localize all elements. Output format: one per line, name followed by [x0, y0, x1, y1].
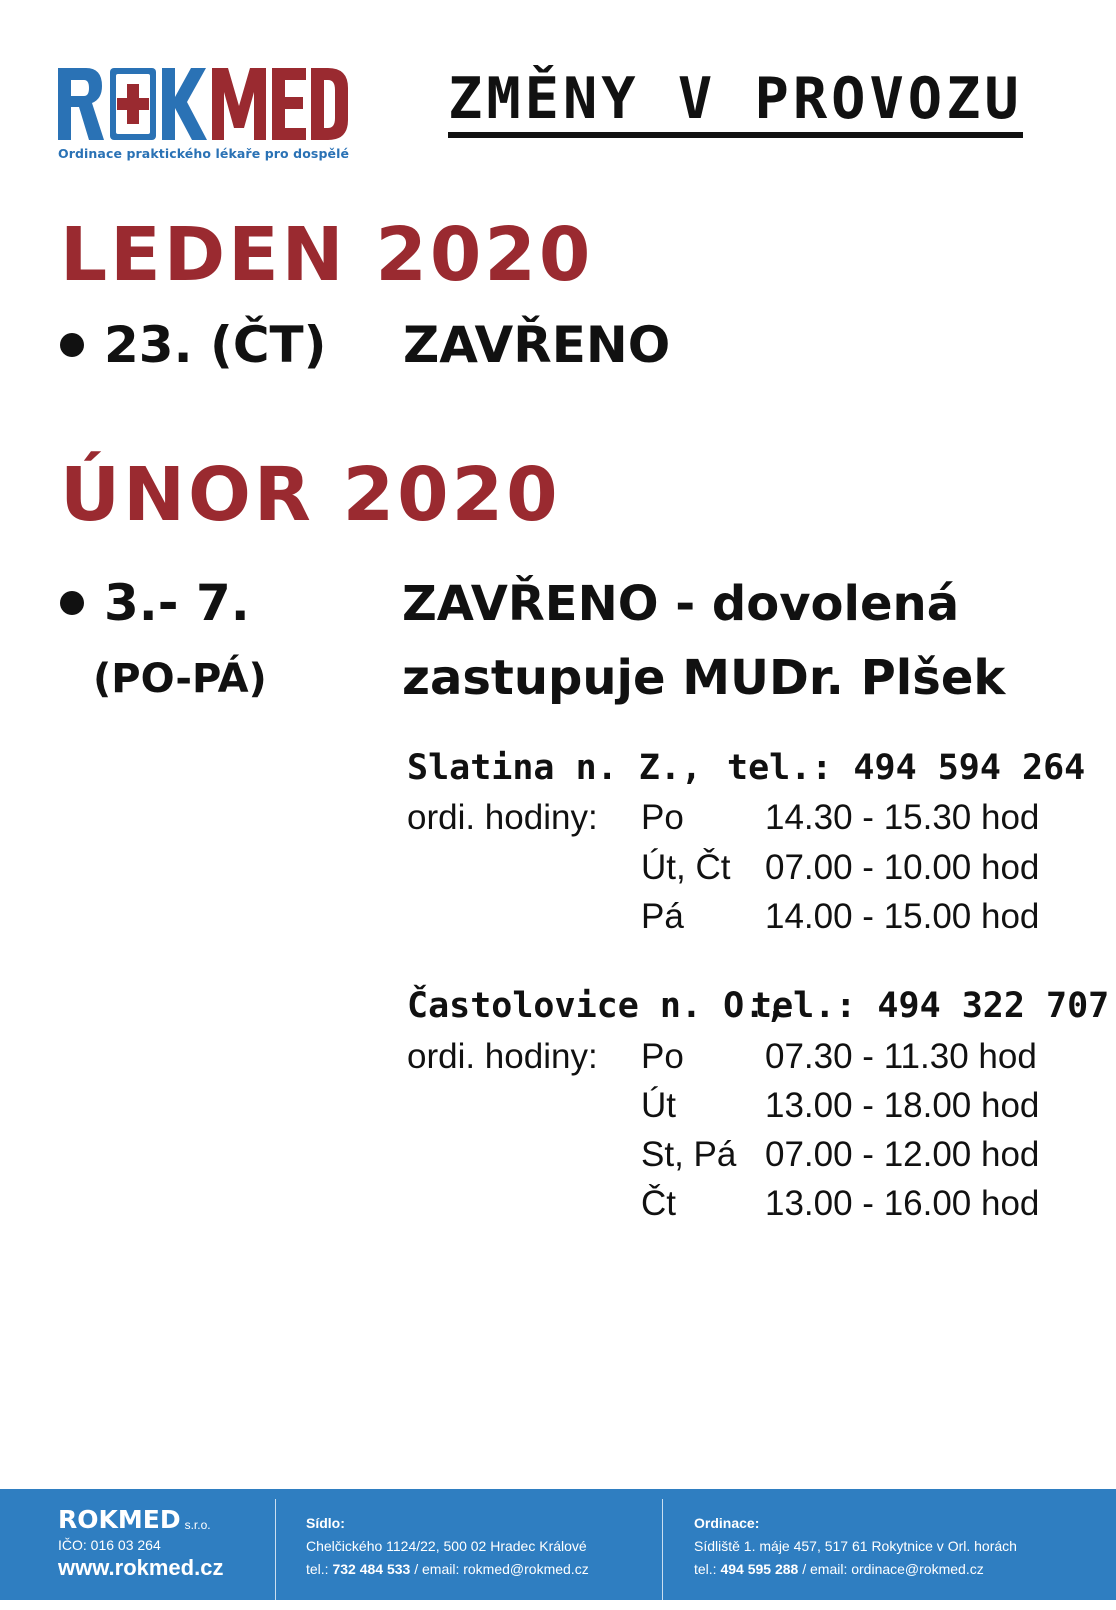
bullet-icon [60, 591, 84, 615]
hours-days: Út, Čt [641, 848, 731, 887]
footer-brand-suffix: s.r.o. [184, 1518, 211, 1532]
office-slatina-hours-label: ordi. hodiny: [407, 798, 598, 837]
hours-days: Čt [641, 1184, 676, 1223]
footer-seat-tel-prefix: tel.: [306, 1561, 329, 1577]
hours-time: 07.00 - 12.00 hod [765, 1135, 1040, 1174]
footer-seat-contact [306, 1558, 651, 1581]
month-heading-february: ÚNOR 2020 [60, 452, 561, 538]
office-slatina-name: Slatina n. Z., [407, 748, 703, 788]
bullet-icon [60, 333, 84, 357]
month-heading-january: LEDEN 2020 [60, 212, 594, 298]
hours-time: 13.00 - 16.00 hod [765, 1184, 1040, 1223]
february-entry-days: 3.- 7. [104, 574, 250, 632]
footer-seat-address: Chelčického 1124/22, 500 02 Hradec Králové [306, 1538, 587, 1554]
page-title: ZMĚNY V PROVOZU [448, 70, 1023, 138]
footer-seat [306, 1489, 651, 1600]
hours-time: 13.00 - 18.00 hod [765, 1086, 1040, 1125]
office-castolovice-phone: tel.: 494 322 707 [751, 986, 1110, 1026]
footer-office-tel-prefix: tel.: [694, 1561, 717, 1577]
hours-days: Pá [641, 897, 684, 936]
footer-office-phone: 494 595 288 [720, 1561, 799, 1577]
february-entry [60, 574, 250, 632]
footer-office-contact [694, 1558, 1104, 1581]
office-castolovice-name: Častolovice n. O., [407, 986, 787, 1026]
logo-wordmark [58, 66, 349, 140]
footer-brand [58, 1507, 268, 1532]
footer-bar [0, 1489, 1116, 1600]
footer-seat-email[interactable]: / email: rokmed@rokmed.cz [414, 1561, 589, 1577]
office-slatina-phone: tel.: 494 594 264 [727, 748, 1086, 788]
logo-wordmark-graphic [58, 68, 348, 140]
substitute-doctor-text: zastupuje MUDr. Plšek [402, 650, 1006, 706]
rokmed-logo [58, 66, 349, 161]
hours-time: 14.00 - 15.00 hod [765, 897, 1040, 936]
hours-days: St, Pá [641, 1135, 737, 1174]
february-entry-status: ZAVŘENO - dovolená [402, 576, 960, 632]
january-entry-status: ZAVŘENO [403, 316, 671, 374]
january-entry [60, 316, 327, 374]
hours-time: 07.30 - 11.30 hod [765, 1037, 1037, 1076]
footer-seat-label: Sídlo: [306, 1515, 345, 1531]
footer-office-address: Sídliště 1. máje 457, 517 61 Rokytnice v Orl. horách [694, 1538, 1017, 1554]
footer-office [694, 1489, 1104, 1600]
logo-tagline: Ordinace praktického lékaře pro dospělé [58, 146, 350, 161]
footer-ico: IČO: 016 03 264 [58, 1537, 161, 1553]
footer-divider [275, 1499, 276, 1610]
hours-time: 14.30 - 15.30 hod [765, 798, 1040, 837]
january-entry-day: 23. (ČT) [104, 316, 327, 374]
footer-seat-phone: 732 484 533 [332, 1561, 411, 1577]
substitute-doctor-note [402, 650, 1005, 706]
footer-office-label: Ordinace: [694, 1515, 760, 1531]
hours-time: 07.00 - 10.00 hod [765, 848, 1040, 887]
footer-company [58, 1489, 268, 1600]
footer-website-link[interactable]: www.rokmed.cz [58, 1555, 224, 1580]
footer-divider [662, 1499, 663, 1610]
february-entry-weekdays: (PO-PÁ) [93, 656, 267, 702]
hours-days: Po [641, 798, 684, 837]
hours-days: Po [641, 1037, 684, 1076]
footer-brand-word: ROKMED [58, 1505, 181, 1534]
footer-office-email[interactable]: / email: ordinace@rokmed.cz [802, 1561, 984, 1577]
office-castolovice-hours-label: ordi. hodiny: [407, 1037, 598, 1076]
hours-days: Út [641, 1086, 676, 1125]
